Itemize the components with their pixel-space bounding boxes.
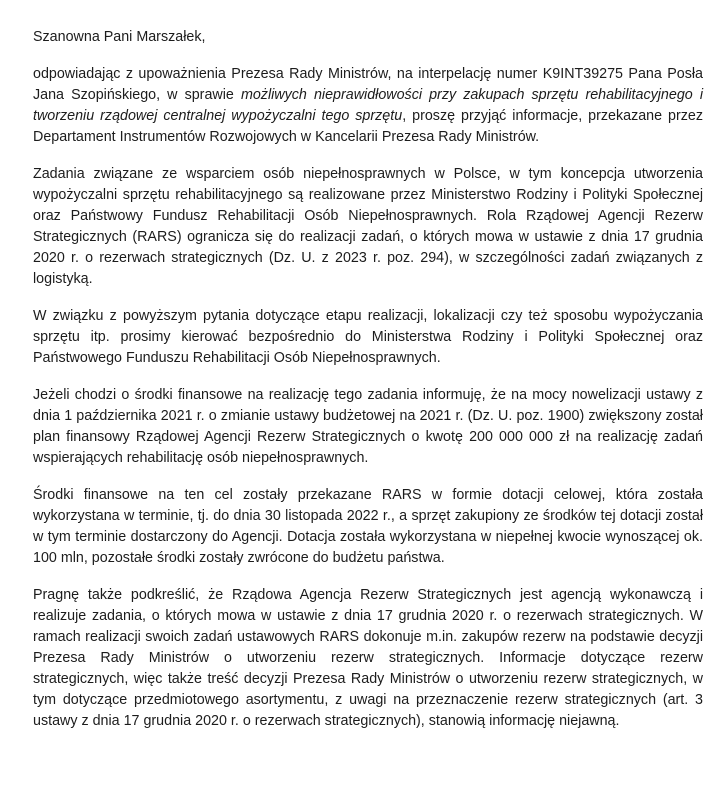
- paragraph-zadania-wsparcie: Zadania związane ze wsparciem osób niepełnosprawnych w Polsce, w tym koncepcja utworzenia wypożyczalni sprzętu rehabilitacyjnego są realizowane przez Ministerstwo Rodziny i Polityki Społecznej oraz Państwowy Fundusz Rehabilitacji Osób Niepełnosprawnych. Rola Rządowej Agencji Rezerw Strategicznych (RARS) ogranicza się do realizacji zadań, o których mowa w ustawie z dnia 17 grudnia 2020 r. o rezerwach strategicznych (Dz. U. z 2023 r. poz. 294), w szczególności zadań związanych z logistyką.: [33, 166, 703, 287]
- paragraph-interpelacja: [33, 64, 703, 148]
- paragraph-1-text-before-italic: odpowiadając z upoważnienia Prezesa Rady Ministrów, na interpelację numer K9INT39275 Pana Posła Jana Szopińskiego, w sprawie: [33, 66, 703, 103]
- paragraph-pytania-kierowanie: W związku z powyższym pytania dotyczące etapu realizacji, lokalizacji czy też sposobu wypożyczania sprzętu itp. prosimy kierować bezpośrednio do Ministerstwa Rodziny i Polityki Społecznej oraz Państwowego Funduszu Rehabilitacji Osób Niepełnosprawnych.: [33, 308, 703, 366]
- paragraph-1-italic-phrase: możliwych nieprawidłowości przy zakupach sprzętu rehabilitacyjnego i tworzeniu rządowej centralnej wypożyczalni tego sprzętu: [33, 87, 703, 124]
- salutation: Szanowna Pani Marszałek,: [33, 29, 206, 45]
- paragraph-dotacja-celowa: Środki finansowe na ten cel zostały przekazane RARS w formie dotacji celowej, która została wykorzystana w terminie, tj. do dnia 30 listopada 2022 r., a sprzęt zakupiony ze środków tej dotacji został w tym terminie dostarczony do Agencji. Dotacja została wykorzystana w niepełnej kwocie wynoszącej ok. 100 mln, pozostałe środki zostały zwrócone do budżetu państwa.: [33, 487, 703, 566]
- paragraph-informacja-niejawna: Pragnę także podkreślić, że Rządowa Agencja Rezerw Strategicznych jest agencją wykonawczą i realizuje zadania, o których mowa w ustawie z dnia 17 grudnia 2020 r. o rezerwach strategicznych. W ramach realizacji swoich zadań ustawowych RARS dokonuje m.in. zakupów rezerw na podstawie decyzji Prezesa Rady Ministrów o utworzeniu rezerw strategicznych. Informacje dotyczące rezerw strategicznych, więc także treść decyzji Prezesa Rady Ministrów o utworzeniu rezerw strategicznych, w tym dotyczące przedmiotowego asortymentu, z uwagi na przeznaczenie rezerw strategicznych (art. 3 ustawy z dnia 17 grudnia 2020 r. o rezerwach strategicznych), stanowią informację niejawną.: [33, 587, 703, 729]
- paragraph-srodki-finansowe: Jeżeli chodzi o środki finansowe na realizację tego zadania informuję, że na mocy nowelizacji ustawy z dnia 1 października 2021 r. o zmianie ustawy budżetowej na 2021 r. (Dz. U. poz. 1900) zwiększony został plan finansowy Rządowej Agencji Rezerw Strategicznych o kwotę 200 000 000 zł na realizację zadań wspierających rehabilitację osób niepełnosprawnych.: [33, 387, 703, 466]
- paragraph-1-text-after-italic: , proszę przyjąć informacje, przekazane przez Departament Instrumentów Rozwojowych w Kancelarii Prezesa Rady Ministrów.: [33, 108, 703, 145]
